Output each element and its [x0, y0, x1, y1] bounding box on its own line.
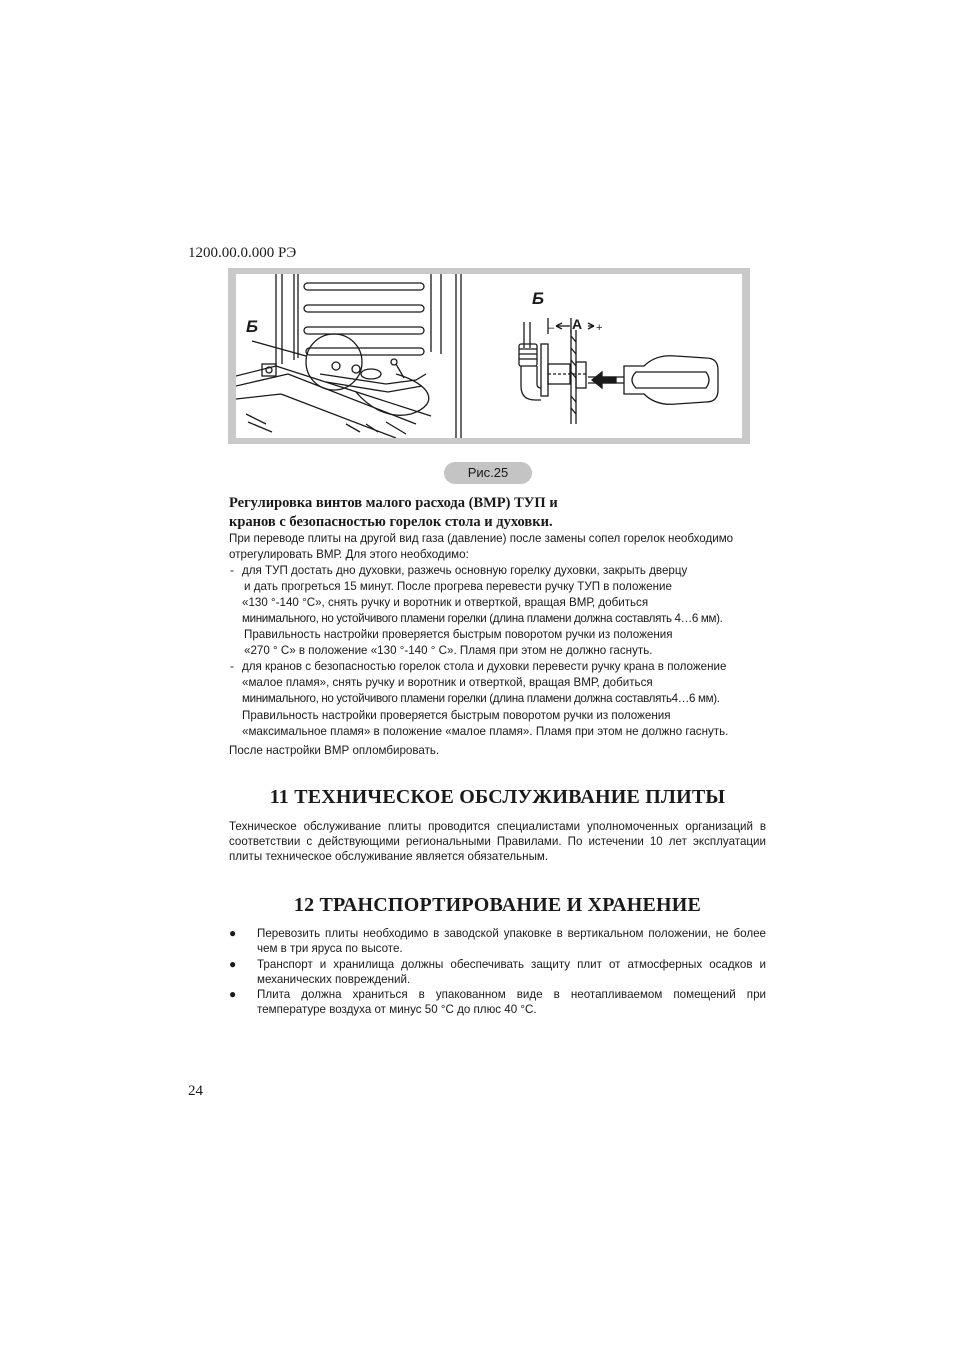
text-line: минимального, но устойчивого пламени горелки (длина пламени должна составлять4…6 мм).: [242, 692, 720, 705]
bullet-icon: ●: [229, 926, 237, 940]
text-line: «130 °-140 °С», снять ручку и воротник и отверткой, вращая ВМР, добиться: [242, 596, 649, 609]
label-minus: –: [548, 322, 555, 334]
label-plus: +: [596, 322, 603, 334]
document-code: 1200.00.0.000 РЭ: [188, 245, 297, 261]
list-item: Транспорт и хранилища должны обеспечивать защиту плит от атмосферных осадков и механических повреждений.: [257, 958, 766, 986]
heading-line: Регулировка винтов малого расхода (ВМР) ТУП и: [229, 495, 558, 511]
figure-drawing: [236, 274, 742, 438]
bullet-icon: ●: [229, 957, 237, 971]
text-line: для кранов с безопасностью горелок стола и духовки перевести ручку крана в положение: [242, 660, 727, 673]
bullet-icon: ●: [229, 987, 237, 1001]
text-line: минимального, но устойчивого пламени горелки (длина пламени должна составлять 4…6 мм).: [242, 612, 723, 625]
label-b-right: Б: [532, 289, 545, 308]
text-line: При переводе плиты на другой вид газа (давление) после замены сопел горелок необходимо: [229, 532, 734, 545]
text-line: для ТУП достать дно духовки, разжечь основную горелку духовки, закрыть дверцу: [242, 564, 688, 577]
text-line: и дать прогреться 15 минут. После прогрева перевести ручку ТУП в положение: [244, 580, 672, 593]
oven-interior-drawing: [236, 274, 461, 438]
figure-25: [228, 268, 750, 444]
text-line: «малое пламя», снять ручку и воротник и отверткой, вращая ВМР, добиться: [242, 676, 653, 689]
dash-marker: -: [230, 659, 234, 673]
text-line: «максимальное пламя» в положение «малое пламя». Пламя при этом не должно гаснуть.: [242, 725, 729, 738]
label-a: А: [572, 316, 583, 332]
text-line: «270 ° С» в положение «130 °-140 ° С». Пламя при этом не должно гаснуть.: [244, 644, 653, 657]
dash-marker: -: [230, 563, 234, 577]
section-heading: [229, 494, 789, 532]
text-line: отрегулировать ВМР. Для этого необходимо:: [229, 548, 469, 561]
text-line: Правильность настройки проверяется быстрым поворотом ручки из положения: [242, 709, 671, 722]
maintenance-title: 11 ТЕХНИЧЕСКОЕ ОБСЛУЖИВАНИЕ ПЛИТЫ: [269, 786, 726, 808]
list-item: Перевозить плиты необходимо в заводской упаковке в вертикальном положении, не более чем в три яруса по высоте.: [257, 927, 766, 955]
maintenance-text: Техническое обслуживание плиты проводится специалистами уполномоченных организаций в соответствии с действующими региональными Правилами. По истечении 10 лет эксплуатации плиты техническое обслуживание является обязательным.: [229, 820, 766, 863]
label-b-left: Б: [246, 317, 259, 336]
text-line: После настройки ВМР опломбировать.: [229, 744, 440, 757]
oven-burner-illustration: [236, 274, 742, 438]
list-item: Плита должна храниться в упакованном виде в неотапливаемом помещений при температуре воздуха от минус 50 °С до плюс 40 °С.: [257, 988, 766, 1016]
transport-title: 12 ТРАНСПОРТИРОВАНИЕ И ХРАНЕНИЕ: [293, 894, 702, 916]
figure-caption: Рис.25: [444, 462, 532, 484]
page-number: 24: [188, 1083, 203, 1099]
text-line: Правильность настройки проверяется быстрым поворотом ручки из положения: [244, 628, 673, 641]
heading-line: кранов с безопасностью горелок стола и духовки.: [229, 514, 553, 530]
